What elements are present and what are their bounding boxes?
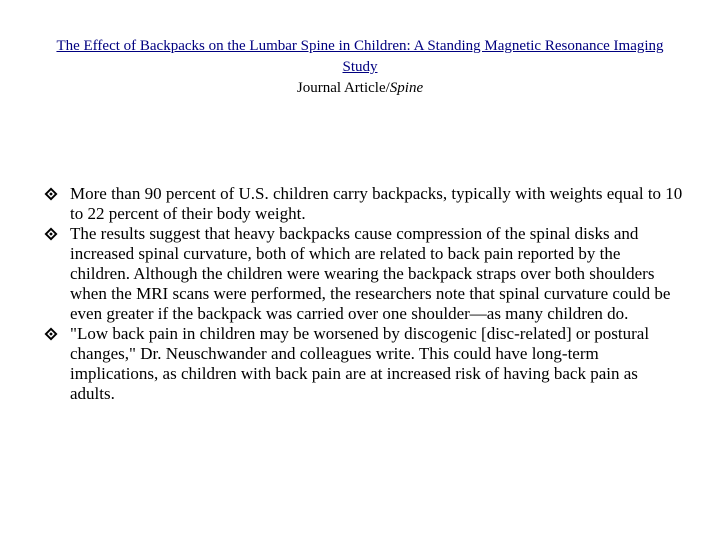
list-item [44,324,684,404]
list-item [44,184,684,224]
bullet-list [44,184,684,404]
diamond-bullet-icon [44,327,58,341]
bullet-text: The results suggest that heavy backpacks cause compression of the spinal disks and increased spinal curvature, both of which are related to back pain reported by the children. Although the children were wearing the backpack straps over both shoulders when the MRI scans were performed, the researchers note that spinal curvature could be even greater if the backpack was carried over one shoulder—as many children do. [70,224,671,323]
bullet-text: More than 90 percent of U.S. children carry backpacks, typically with weights equal to 10 to 22 percent of their body weight. [70,184,683,223]
diamond-bullet-icon [44,187,58,201]
article-header [40,36,680,99]
source-type: Journal Article/ [296,80,390,96]
journal-name: Spine [389,80,424,96]
article-title-link[interactable]: The Effect of Backpacks on the Lumbar Spine in Children: A Standing Magnetic Resonance Imaging Study [56,38,664,75]
list-item [44,224,684,324]
source-line [40,78,680,99]
diamond-bullet-icon [44,227,58,241]
bullet-text: "Low back pain in children may be worsened by discogenic [disc-related] or postural changes," Dr. Neuschwander and colleagues write. This could have long-term implications, as children with back pain are at increased risk of having back pain as adults. [70,324,650,403]
